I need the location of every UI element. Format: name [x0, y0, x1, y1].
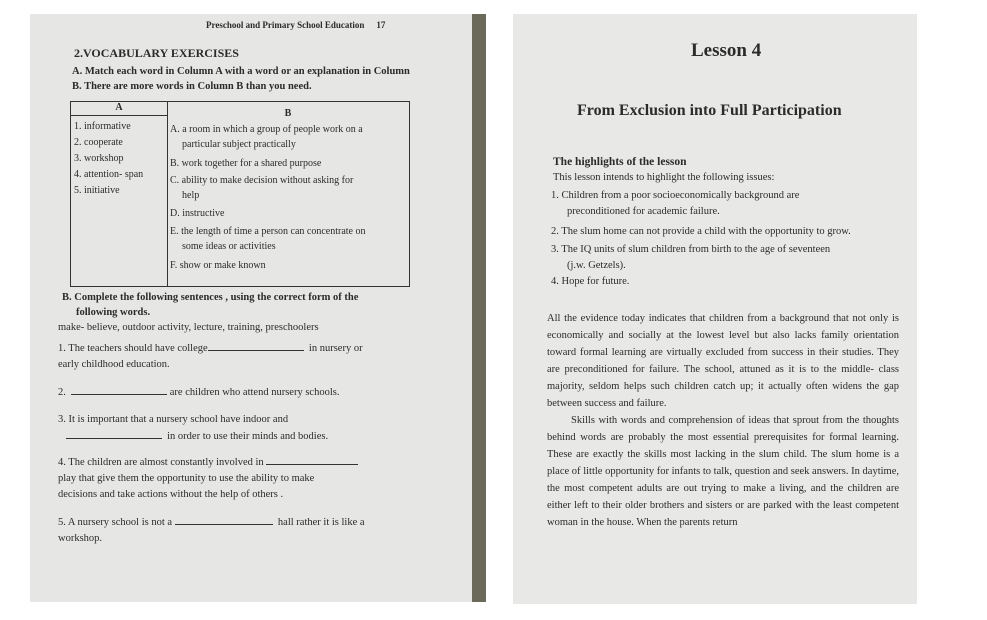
highlights-intro: This lesson intends to highlight the following issues:	[553, 172, 775, 183]
issue-line: 3. The IQ units of slum children from birth to the age of seventeen	[551, 244, 831, 255]
column-a-item: 5. initiative	[74, 185, 120, 196]
column-b-item-line: E. the length of time a person can concentrate on	[170, 226, 366, 237]
fill-blank	[175, 514, 273, 525]
column-b-item-line: some ideas or activities	[182, 241, 276, 252]
sentence-text: 3. It is important that a nursery school have indoor and	[58, 414, 289, 425]
column-b-item	[170, 173, 406, 203]
sentence-text: 5. A nursery school is not a	[58, 517, 173, 528]
column-b-item-line: F. show or make known	[170, 260, 266, 271]
sentence-5	[58, 514, 406, 547]
column-divider	[167, 115, 168, 286]
section-title: 2.VOCABULARY EXERCISES	[74, 46, 239, 60]
highlights-heading: The highlights of the lesson	[553, 156, 687, 168]
issue-line: 4. Hope for future.	[551, 276, 630, 287]
column-b-header: B	[284, 108, 292, 119]
sentence-text: 1. The teachers should have college	[58, 343, 208, 354]
issue-line: preconditioned for academic failure.	[567, 206, 720, 217]
issue-item	[551, 274, 901, 290]
part-b-instruction-line: B. Complete the following sentences , using the correct form of the	[62, 292, 359, 303]
issue-item	[551, 188, 901, 220]
sentence-text: in nursery or	[308, 343, 363, 354]
part-a-instruction: A. Match each word in Column A with a word or an explanation in Column B. There are more words in Column B than you need.	[72, 66, 410, 92]
column-b-item	[170, 258, 406, 273]
part-b-instruction-line: following words.	[76, 307, 151, 318]
lesson-number: Lesson 4	[691, 40, 762, 61]
body-text	[547, 310, 899, 531]
paragraph: All the evidence today indicates that children from a background that not only is economically and socially at the lowest level but also lacks family orientation toward formal learning are virtually excluded from success in their studies. They are preconditioned for failure. The school, attuned as it is to the middle- class majority, seldom helps such children catch up; it actually often widens the gap between success and failure.	[547, 313, 899, 409]
sentence-text: 4. The children are almost constantly involved in	[58, 457, 264, 468]
word-list: make- believe, outdoor activity, lecture, training, preschoolers	[58, 322, 319, 333]
sentence-3	[58, 412, 406, 445]
fill-blank	[208, 340, 304, 351]
column-b-item-line: help	[182, 190, 200, 201]
sentence-2	[58, 384, 406, 401]
column-b-item	[170, 156, 406, 171]
sentence-text: decisions and take actions without the help of others .	[58, 489, 284, 500]
issue-line: 2. The slum home can not provide a child with the opportunity to grow.	[551, 226, 851, 237]
sentence-text: 2.	[58, 387, 66, 398]
sentence-text: early childhood education.	[58, 359, 170, 370]
fill-blank	[66, 428, 162, 439]
issue-line: 1. Children from a poor socioeconomically background are	[551, 190, 800, 201]
sentence-text: play that give them the opportunity to use the ability to make	[58, 473, 315, 484]
column-b-item-line: A. a room in which a group of people work on a	[170, 124, 363, 135]
page-number: 17	[376, 20, 386, 30]
column-b-item-line: particular subject practically	[182, 139, 296, 150]
matching-table	[70, 101, 410, 287]
sentence-1	[58, 340, 406, 373]
lesson-title: From Exclusion into Full Participation	[577, 102, 842, 119]
issue-item	[551, 224, 901, 240]
issue-line: (j.w. Getzels).	[567, 260, 626, 271]
header-title: Preschool and Primary School Education	[206, 20, 365, 30]
sentence-text: workshop.	[58, 533, 103, 544]
fill-blank	[266, 454, 358, 465]
left-book-page	[30, 14, 472, 602]
right-book-page	[513, 14, 917, 604]
column-b-item	[170, 122, 406, 152]
issue-item	[551, 242, 901, 274]
column-a-item: 1. informative	[74, 121, 131, 132]
book-spine	[472, 14, 486, 602]
sentence-text: in order to use their minds and bodies.	[167, 431, 329, 442]
column-a-header: A	[71, 102, 168, 116]
part-b-instruction	[62, 290, 412, 320]
fill-blank	[71, 384, 167, 395]
column-b-item-line: D. instructive	[170, 208, 225, 219]
column-b-item-line: C. ability to make decision without asking for	[170, 175, 354, 186]
column-a-item: 4. attention- span	[74, 169, 144, 180]
paragraph: Skills with words and comprehension of ideas that sprout from the thoughts behind words are probably the most essential prerequisites for formal learning. These are exactly the skills most lacking in the slum child. The slum home is a place of little opportunity for infants to talk, question and seek answers. In daytime, the most competent adults are out trying to make a living, and the children are either left to their older brothers and sisters or are parked with the least competent woman in the house. When the parents return	[547, 415, 899, 528]
sentence-4	[58, 454, 406, 503]
column-a-item: 2. cooperate	[74, 137, 123, 148]
column-a-item: 3. workshop	[74, 153, 124, 164]
running-header	[206, 20, 385, 30]
column-b-item	[170, 206, 406, 221]
sentence-text: are children who attend nursery schools.	[169, 387, 340, 398]
sentence-text: hall rather it is like a	[277, 517, 365, 528]
column-b-item-line: B. work together for a shared purpose	[170, 158, 322, 169]
column-b-item	[170, 224, 406, 254]
